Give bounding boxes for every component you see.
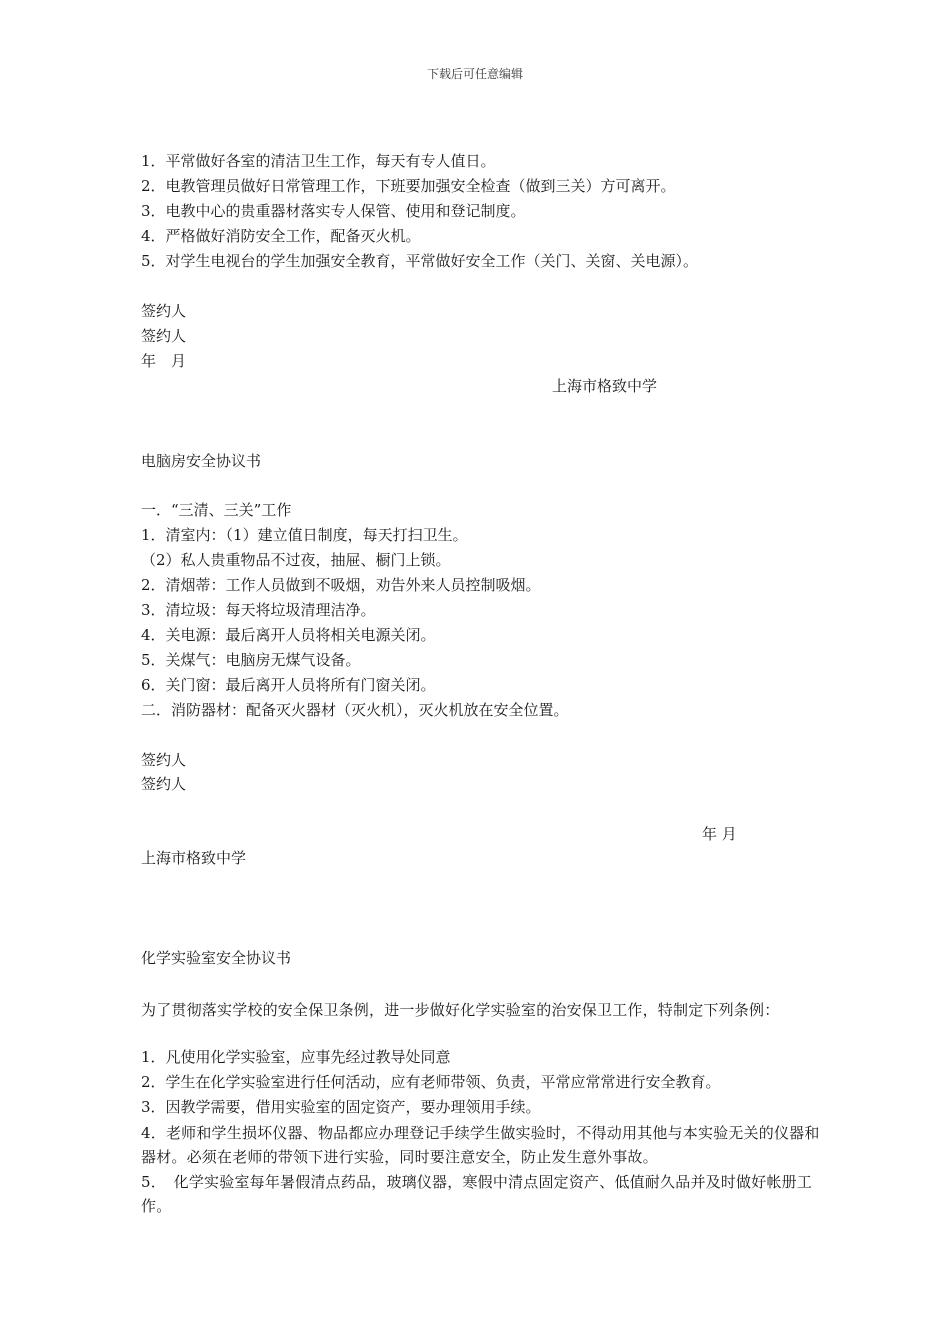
section3-intro: 为了贯彻落实学校的安全保卫条例，进一步做好化学实验室的治安保卫工作，特制定下列条例： xyxy=(141,1001,780,1019)
section3-item-3: 3．因教学需要，借用实验室的固定资产，要办理领用手续。 xyxy=(141,1098,541,1116)
section2-signer-1: 签约人 xyxy=(141,751,187,769)
section1-school: 上海市格致中学 xyxy=(552,377,658,395)
section3-item-1: 1．凡使用化学实验室，应事先经过教导处同意 xyxy=(141,1048,451,1066)
section1-item-4: 4．严格做好消防安全工作，配备灭火机。 xyxy=(141,227,421,245)
page-header-note: 下载后可任意编辑 xyxy=(426,67,523,81)
section2-line-5: 3．清垃圾：每天将垃圾清理洁净。 xyxy=(141,601,376,619)
section2-line-3: （2）私人贵重物品不过夜，抽屉、橱门上锁。 xyxy=(141,551,451,569)
section2-school: 上海市格致中学 xyxy=(141,849,247,867)
section2-signer-2: 签约人 xyxy=(141,775,187,793)
section1-item-1: 1．平常做好各室的清洁卫生工作，每天有专人值日。 xyxy=(141,152,496,170)
section3-item-4: 4．老师和学生损坏仪器、物品都应办理登记手续学生做实验时，不得动用其他与本实验无关的仪器和器材。必须在老师的带领下进行实验，同时要注意安全，防止发生意外事故。 xyxy=(141,1124,820,1166)
section3-item-5: 5． 化学实验室每年暑假清点药品，玻璃仪器，寒假中清点固定资产、低值耐久品并及时做好帐册工作。 xyxy=(141,1173,813,1215)
section1-item-5: 5．对学生电视台的学生加强安全教育，平常做好安全工作（关门、关窗、关电源）。 xyxy=(141,252,699,270)
section1-item-3: 3．电教中心的贵重器材落实专人保管、使用和登记制度。 xyxy=(141,202,526,220)
section1-item-2: 2．电教管理员做好日常管理工作，下班要加强安全检查（做到三关）方可离开。 xyxy=(141,177,676,195)
section1-signer-2: 签约人 xyxy=(141,327,187,345)
section2-line-6: 4．关电源：最后离开人员将相关电源关闭。 xyxy=(141,626,436,644)
section2-line-2: 1．清室内：（1）建立值日制度，每天打扫卫生。 xyxy=(141,526,468,544)
section3-item-2: 2．学生在化学实验室进行任何活动，应有老师带领、负责，平常应常常进行安全教育。 xyxy=(141,1073,721,1091)
section2-date: 年 月 xyxy=(702,825,737,843)
section2-line-9: 二．消防器材：配备灭火器材（灭火机），灭火机放在安全位置。 xyxy=(141,701,569,719)
section1-date: 年 月 xyxy=(141,352,187,370)
section2-line-1: 一．“三清、三关”工作 xyxy=(141,501,292,519)
section2-line-7: 5．关煤气：电脑房无煤气设备。 xyxy=(141,651,361,669)
section2-title: 电脑房安全协议书 xyxy=(141,452,262,470)
section2-line-8: 6．关门窗：最后离开人员将所有门窗关闭。 xyxy=(141,676,436,694)
section3-title: 化学实验室安全协议书 xyxy=(141,949,292,967)
section1-signer-1: 签约人 xyxy=(141,302,187,320)
section2-line-4: 2．清烟蒂：工作人员做到不吸烟，劝告外来人员控制吸烟。 xyxy=(141,576,541,594)
